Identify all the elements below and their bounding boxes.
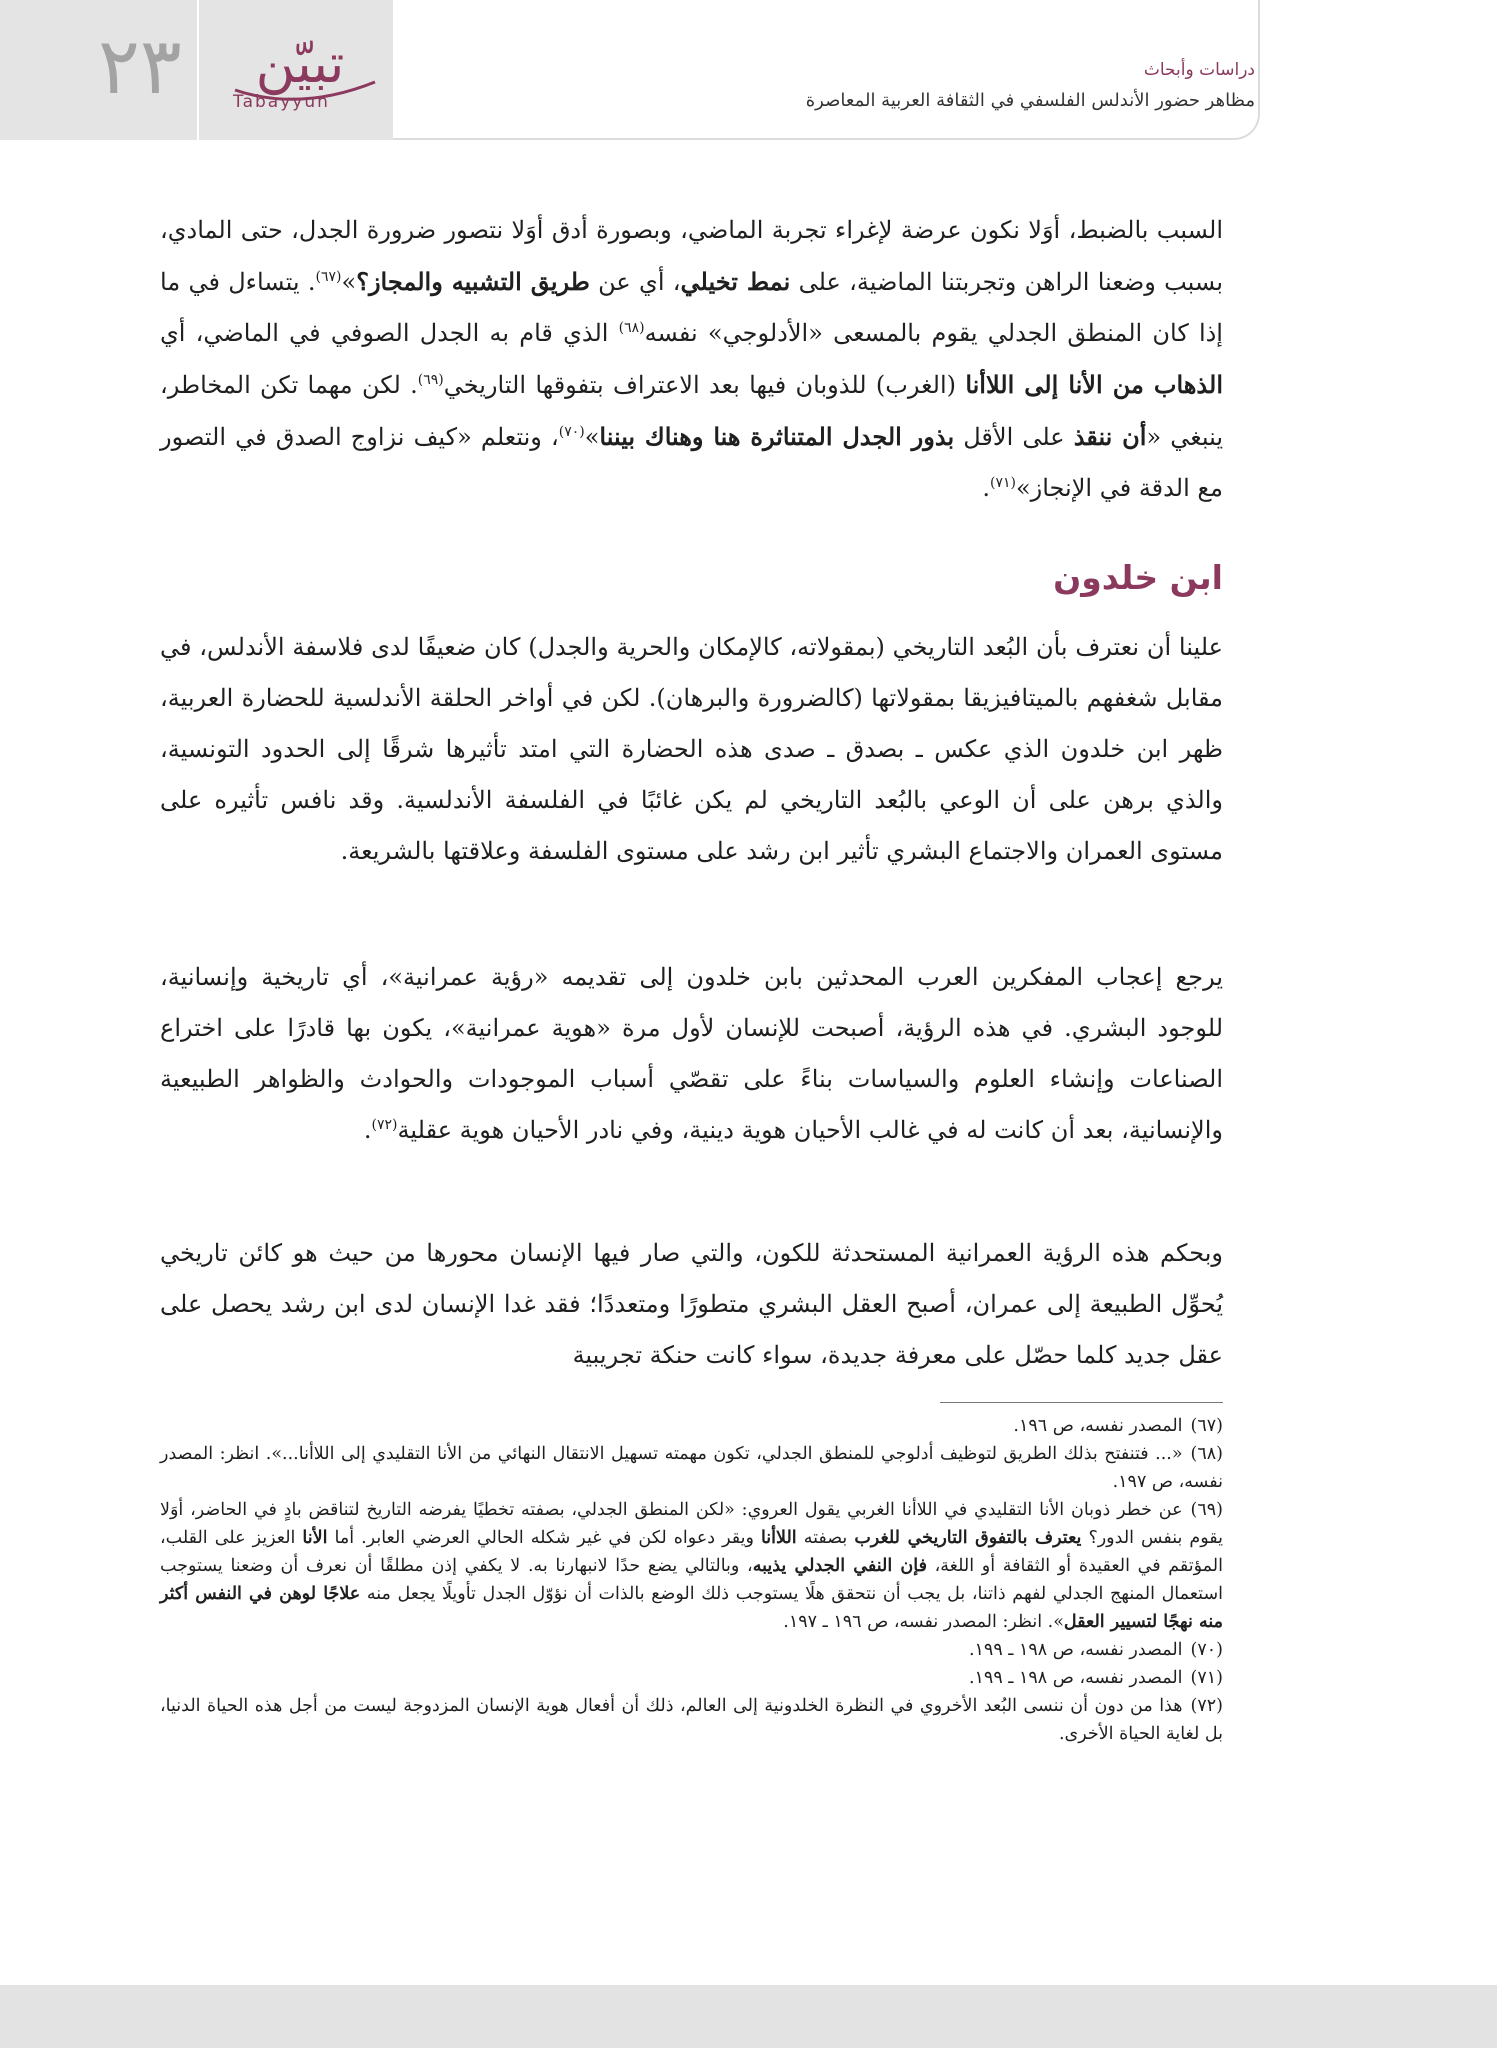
note-ref-67: (٦٧): [315, 269, 342, 285]
paragraph-text: علينا أن نعترف بأن البُعد التاريخي (بمقولاته، كالإمكان والحرية والجدل) كان ضعيفًا لدى فلاسفة الأندلس، في مقابل شغفهم بالميتافيزيقا بمقولاتها (كالضرورة والبرهان). لكن في أواخر الحلقة الأندلسية للحضارة العربية، ظهر ابن خلدون الذي عكس ـ بصدق ـ صدى هذه الحضارة التي امتد تأثيرها شرقًا إلى الحدود التونسية، والذي برهن على أن الوعي بالبُعد التاريخي لم يكن غائبًا في الفلسفة الأندلسية. وقد نافس تأثيره على مستوى العمران والاجتماع البشري تأثير ابن رشد على مستوى الفلسفة وعلاقتها بالشريعة.: [160, 633, 1223, 865]
footnote-separator: [940, 1402, 1223, 1403]
note-ref-71: (٧١): [989, 475, 1016, 491]
footnote-67: (٦٧)المصدر نفسه، ص ١٩٦.: [1013, 1416, 1223, 1436]
section-heading-block: [160, 558, 1223, 597]
page-footer-bar: [0, 1985, 1497, 2048]
note-ref-70: (٧٠): [558, 424, 585, 440]
paragraph-text: وبحكم هذه الرؤية العمرانية المستحدثة للكون، والتي صار فيها الإنسان محورها من حيث هو كائن تاريخي يُحوِّل الطبيعة إلى عمران، أصبح العقل البشري متطورًا ومتعددًا؛ فقد غدا الإنسان لدى ابن رشد يحصل على عقل جديد كلما حصّل على معرفة جديدة، سواء كانت حنكة تجريبية: [160, 1239, 1223, 1369]
paragraph-1: [160, 205, 1223, 514]
logo-latin-text: Tabayyun: [233, 92, 330, 112]
logo-arabic-text: تبيّن: [255, 32, 345, 95]
header-divider: [197, 0, 199, 140]
section-heading: ابن خلدون: [1053, 558, 1223, 597]
note-ref-69: (٦٩): [417, 372, 444, 388]
note-ref-68: (٦٨): [618, 320, 645, 336]
tabayyun-logo: [215, 20, 385, 130]
section-label: دراسات وأبحاث: [1143, 60, 1255, 80]
running-title: مظاهر حضور الأندلس الفلسفي في الثقافة العربية المعاصرة: [805, 90, 1255, 111]
note-ref-72: (٧٢): [371, 1117, 398, 1133]
paragraph-text: السبب بالضبط، أوَلا نكون عرضة لإغراء تجربة الماضي، وبصورة أدق أوَلا نتصور ضرورة الجدل، حتى المادي، بسبب وضعنا الراهن وتجربتنا الماضية، على نمط تخيلي، أي عن طريق التشبيه والمجاز؟»$^{(٦٧)}$. يتساءل في ما إذا كان المنطق الجدلي يقوم بالمسعى «الأدلوجي» نفسه$^{(٦٨)}$ الذي قام به الجدل الصوفي في الماضي، أي الذهاب من الأنا إلى اللاأنا (الغرب) للذوبان فيها بعد الاعتراف بتفوقها التاريخي$^{(٦٩)}$. لكن مهما تكن المخاطر، ينبغي «أن ننقذ على الأقل بذور الجدل المتناثرة هنا وهناك بيننا»$^{(٧٠)}$، ونتعلم «كيف نزاوج الصدق في التصور مع الدقة في الإنجاز»$^{(٧١)}$.: [160, 216, 1224, 502]
footnote-70: (٧٠)المصدر نفسه، ص ١٩٨ ـ ١٩٩.: [968, 1640, 1223, 1660]
footnote-69: (٦٩)عن خطر ذوبان الأنا التقليدي في اللاأنا الغربي يقول العروي: «لكن المنطق الجدلي، بصفته تخطيًا يفرضه التاريخ لتناقض بادٍ في الحاضر، أوَلا يقوم بنفس الدور؟ يعترف بالتفوق التاريخي للغرب بصفته اللاأنا ويقر دعواه لكن في غير شكله الحالي العرضي العابر. أما الأنا العزيز على القلب، المؤتقم في العقيدة أو الثقافة أو اللغة، فإن النفي الجدلي يذيبه، وبالتالي يضع حدًا لانبهارنا به. لا يكفي إذن مطلقًا أن نعرف أن وضعنا يستوجب استعمال المنهج الجدلي لفهم ذاتنا، بل يجب أن نتحقق هلًا يستوجب ذلك الوضع بالذات أن نؤوّل الجدل تأويلًا يجعل منه علاجًا لوهن في النفس أكثر منه نهجًا لتسيير العقل». انظر: المصدر نفسه، ص ١٩٦ ـ ١٩٧.: [160, 1500, 1223, 1632]
paragraph-2: [160, 622, 1223, 877]
paragraph-4: [160, 1228, 1223, 1381]
footnote-68: (٦٨)«... فتنفتح بذلك الطريق لتوظيف أدلوجي للمنطق الجدلي، تكون مهمته تسهيل الانتقال النهائي من الأنا التقليدي إلى اللاأنا...». انظر: المصدر نفسه، ص ١٩٧.: [160, 1444, 1223, 1492]
page-number: ٢٣: [98, 22, 182, 112]
footnote-71: (٧١)المصدر نفسه، ص ١٩٨ ـ ١٩٩.: [968, 1668, 1223, 1688]
paragraph-3: [160, 952, 1223, 1156]
footnotes: [160, 1412, 1223, 1748]
paragraph-text: يرجع إعجاب المفكرين العرب المحدثين بابن خلدون إلى تقديمه «رؤية عمرانية»، أي تاريخية وإنسانية، للوجود البشري. في هذه الرؤية، أصبحت للإنسان لأول مرة «هوية عمرانية»، يكون بها قادرًا على اختراع الصناعات وإنشاء العلوم والسياسات بناءً على تقصّي أسباب الموجودات والحوادث والظواهر الطبيعية والإنسانية، بعد أن كانت له في غالب الأحيان هوية دينية، وفي نادر الأحيان هوية عقلية$^{(٧٢)}$.: [160, 963, 1224, 1144]
footnote-72: (٧٢)هذا من دون أن ننسى البُعد الأخروي في النظرة الخلدونية إلى العالم، ذلك أن أفعال هوية الإنسان المزدوجة ليست من أجل هذه الحياة الدنيا، بل لغاية الحياة الأخرى.: [160, 1696, 1223, 1744]
